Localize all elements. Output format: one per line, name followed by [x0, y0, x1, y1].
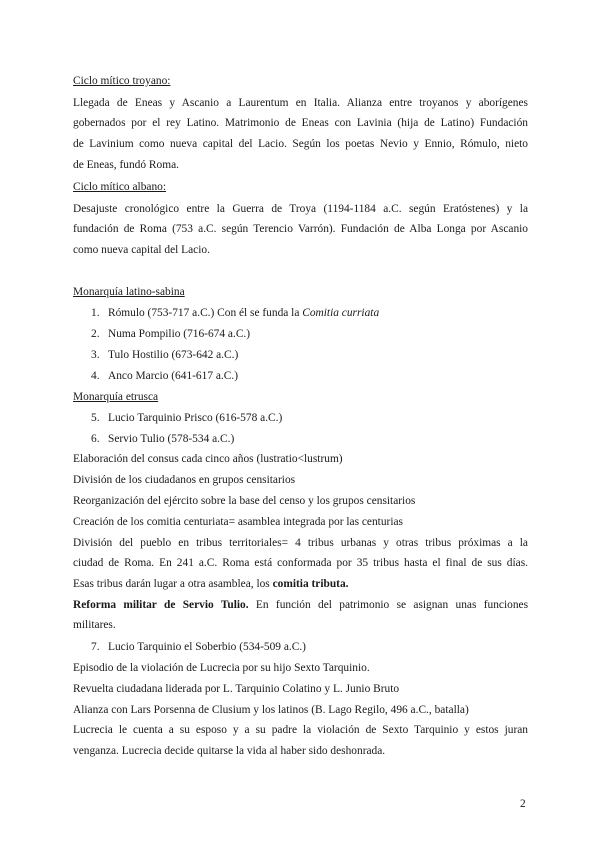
- list-text: Tulo Hostilio (673-642 a.C.): [108, 349, 239, 361]
- list-text: Servio Tulio (578-534 a.C.): [108, 433, 235, 445]
- note-line: Reorganización del ejército sobre la base del censo y los grupos censitarios: [73, 495, 416, 507]
- paragraph-line: Llegada de Eneas y Ascanio a Laurentum en Italia. Alianza entre troyanos y aborígenes: [73, 97, 528, 109]
- note-line: Alianza con Lars Porsenna de Clusium y los latinos (B. Lago Regilo, 496 a.C., batalla): [73, 704, 469, 716]
- list-number: 3.: [91, 349, 100, 361]
- list-text: Lucio Tarquinio el Soberbio (534-509 a.C.): [108, 641, 306, 653]
- note-line: Creación de los comitia centuriata= asamblea integrada por las centurias: [73, 516, 403, 528]
- paragraph-line: como nueva capital del Lacio.: [73, 244, 210, 256]
- list-number: 1.: [91, 307, 100, 319]
- paragraph-line: de Lavinium como nueva capital del Lacio. Según los poetas Nevio y Ennio, Rómulo, nieto: [73, 138, 528, 150]
- note-line: Elaboración del consus cada cinco años (lustratio<lustrum): [73, 453, 343, 465]
- list-item: [91, 640, 528, 654]
- paragraph-line: División del pueblo en tribus territoriales= 4 tribus urbanas y otras tribus próximas a la: [73, 537, 528, 549]
- paragraph-line: ciudad de Roma. En 241 a.C. Roma está conformada por 35 tribus hasta el final de sus días.: [73, 557, 528, 569]
- list-item: [91, 306, 528, 320]
- list-item: [91, 369, 528, 383]
- list-number: 2.: [91, 328, 100, 340]
- list-number: 5.: [91, 412, 100, 424]
- paragraph-line: Lucrecia le cuenta a su esposo y a su padre la violación de Sexto Tarquinio y estos juran: [73, 724, 528, 736]
- paragraph-bold: Reforma militar de Servio Tulio.: [73, 599, 249, 611]
- heading-monarquia-latino-sabina: Monarquía latino-sabina: [73, 286, 185, 298]
- paragraph-line: Desajuste cronológico entre la Guerra de Troya (1194-1184 a.C. según Eratóstenes) y la: [73, 203, 528, 215]
- heading-ciclo-troyano: Ciclo mítico troyano:: [73, 75, 171, 87]
- paragraph-text: Esas tribus darán lugar a otra asamblea, los: [73, 578, 273, 590]
- paragraph-line: militares.: [73, 619, 116, 631]
- list-text: Lucio Tarquinio Prisco (616-578 a.C.): [108, 412, 283, 424]
- list-text-italic: Comitia curriata: [302, 307, 380, 319]
- list-number: 7.: [91, 641, 100, 653]
- list-item: [91, 327, 528, 341]
- list-text: Numa Pompilio (716-674 a.C.): [108, 328, 251, 340]
- paragraph-bold: comitia tributa.: [272, 578, 349, 590]
- heading-ciclo-albano: Ciclo mítico albano:: [73, 181, 167, 193]
- list-item: [91, 432, 528, 446]
- list-item: [91, 348, 528, 362]
- paragraph-line: [73, 598, 528, 612]
- list-number: 6.: [91, 433, 100, 445]
- paragraph-line: de Eneas, fundó Roma.: [73, 159, 179, 171]
- note-line: Revuelta ciudadana liderada por L. Tarquinio Colatino y L. Junio Bruto: [73, 683, 400, 695]
- list-text: Anco Marcio (641-617 a.C.): [108, 370, 239, 382]
- list-text: Rómulo (753-717 a.C.) Con él se funda la: [108, 307, 303, 319]
- page-number: 2: [520, 798, 526, 810]
- list-item: [91, 411, 528, 425]
- paragraph-line: venganza. Lucrecia decide quitarse la vida al haber sido deshonrada.: [73, 745, 386, 757]
- list-number: 4.: [91, 370, 100, 382]
- heading-monarquia-etrusca: Monarquía etrusca: [73, 391, 159, 403]
- paragraph-line: fundación de Roma (753 a.C. según Terencio Varrón). Fundación de Alba Longa por Ascanio: [73, 223, 528, 235]
- paragraph-text: En función del patrimonio se asignan unas funciones: [248, 599, 529, 611]
- note-line: División de los ciudadanos en grupos censitarios: [73, 474, 296, 486]
- note-line: Episodio de la violación de Lucrecia por su hijo Sexto Tarquinio.: [73, 662, 370, 674]
- paragraph-line: [73, 577, 528, 591]
- paragraph-line: gobernados por el rey Latino. Matrimonio de Eneas con Lavinia (hija de Latino) Fundación: [73, 117, 528, 129]
